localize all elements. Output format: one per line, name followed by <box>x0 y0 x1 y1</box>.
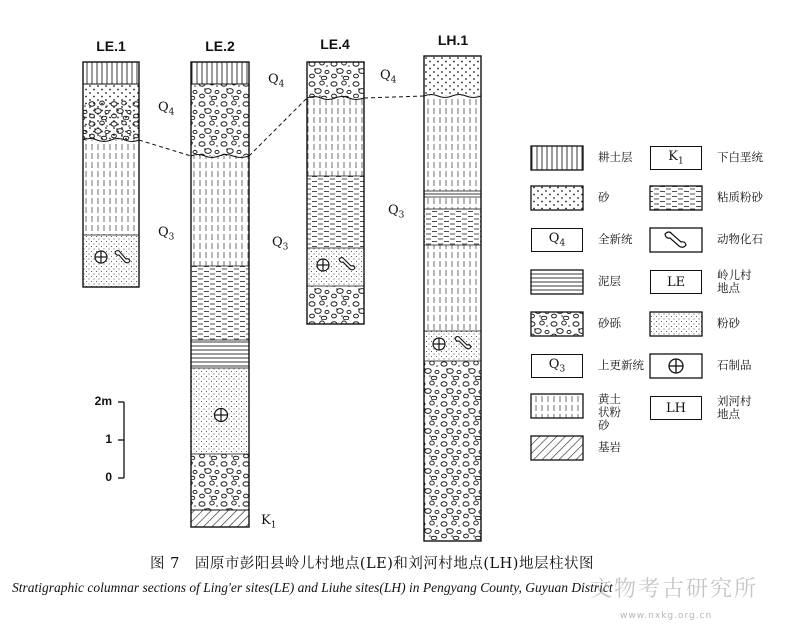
age-label-le2-q3: $Q_3$ <box>272 235 289 253</box>
legend-symbol-q4: $Q_4$ <box>531 228 583 252</box>
legend-label-k1: 下白垩统 <box>717 150 763 164</box>
age-label-le4-q4: $Q_4$ <box>380 68 397 86</box>
age-label-lh1-q3: $Q_3$ <box>388 203 405 221</box>
legend-label-stone: 石制品 <box>717 358 752 372</box>
legend-symbol-le: LE <box>650 270 702 294</box>
column-title-le1: LE.1 <box>96 38 126 54</box>
legend-label-bedrock: 基岩 <box>598 440 621 454</box>
legend-label-gengtu: 耕土层 <box>598 150 633 164</box>
column-le2 <box>191 62 249 527</box>
column-le1 <box>83 62 139 287</box>
age-label-le1-q3: $Q_3$ <box>158 225 175 243</box>
stone-artifact-icon <box>215 409 228 422</box>
scale-bar <box>118 402 124 478</box>
legend-label-q3: 上更新统 <box>598 358 644 372</box>
column-le4 <box>307 62 364 324</box>
legend-symbol-q3: $Q_3$ <box>531 354 583 378</box>
legend-label-shali: 砂砾 <box>598 316 621 330</box>
column-lh1 <box>424 56 481 541</box>
legend-label-fensha: 粉砂 <box>717 316 740 330</box>
stone-artifact-icon <box>95 251 107 263</box>
legend-label-sha: 砂 <box>598 190 610 204</box>
stone-artifact-icon <box>433 338 445 350</box>
legend-label-le: 岭儿村地点 <box>717 268 752 295</box>
legend-symbol-lh: LH <box>650 396 702 420</box>
column-title-lh1: LH.1 <box>437 32 469 48</box>
stone-artifact-icon <box>317 259 329 271</box>
age-label-le2-q4: $Q_4$ <box>268 72 285 90</box>
watermark-url: www.nxkg.org.cn <box>620 611 713 621</box>
scale-label-2m: 2m <box>94 394 112 408</box>
legend-label-loess: 黄土状粉砂 <box>598 392 621 432</box>
legend-label-lh: 刘河村地点 <box>717 394 752 421</box>
legend-label-q4: 全新统 <box>598 232 633 246</box>
scale-label-0: 0 <box>105 470 112 484</box>
watermark: 文物考古研究所 <box>590 577 759 602</box>
legend-label-fossil: 动物化石 <box>717 232 763 246</box>
correlation-line <box>139 96 424 156</box>
age-label-le2-k1: $K_1$ <box>261 513 277 531</box>
legend-label-nianzhi: 粘质粉砂 <box>717 190 763 204</box>
age-label-le1-q4: $Q_4$ <box>158 100 175 118</box>
caption-english: Stratigraphic columnar sections of Ling'er sites(LE) and Liuhe sites(LH) in Pengyang County, Guyuan District <box>12 580 613 595</box>
legend-symbol-k1: $K_1$ <box>650 146 702 170</box>
caption-chinese: 图 7 固原市彭阳县岭儿村地点(LE)和刘河村地点(LH)地层柱状图 <box>150 556 594 572</box>
column-title-le4: LE.4 <box>320 36 350 52</box>
scale-label-1: 1 <box>105 432 112 446</box>
legend-label-ni: 泥层 <box>598 274 621 288</box>
column-title-le2: LE.2 <box>205 38 235 54</box>
